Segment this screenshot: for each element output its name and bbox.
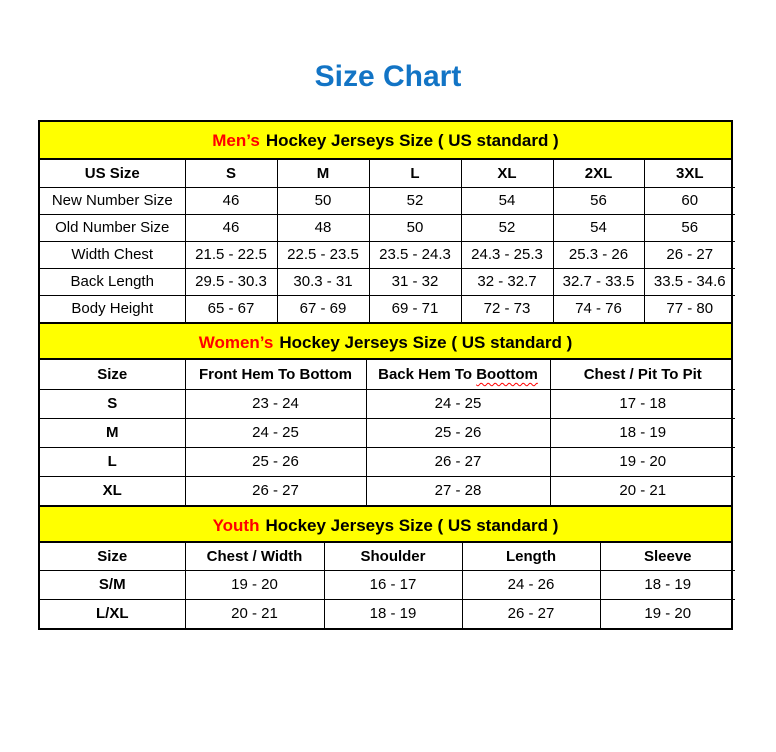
table-row <box>40 241 735 268</box>
cell: 26 - 27 <box>185 476 366 505</box>
cell: 18 - 19 <box>600 570 735 599</box>
cell: 32 - 32.7 <box>461 268 553 295</box>
cell: 50 <box>277 187 369 214</box>
cell: 20 - 21 <box>550 476 735 505</box>
column-header: Size <box>40 360 185 389</box>
cell: 20 - 21 <box>185 599 324 628</box>
cell: 24 - 26 <box>462 570 600 599</box>
womens-title-text: Hockey Jerseys Size ( US standard ) <box>279 333 573 352</box>
cell: 54 <box>461 187 553 214</box>
table-row <box>40 570 735 599</box>
table-row <box>40 599 735 628</box>
cell: 23 - 24 <box>185 389 366 418</box>
mens-section-title <box>40 122 731 160</box>
column-header: 3XL <box>644 160 735 187</box>
cell: 29.5 - 30.3 <box>185 268 277 295</box>
table-row <box>40 268 735 295</box>
youth-section <box>40 505 731 628</box>
cell: 25 - 26 <box>366 418 550 447</box>
mens-section <box>40 122 731 322</box>
cell: 22.5 - 23.5 <box>277 241 369 268</box>
womens-section <box>40 322 731 505</box>
mens-table <box>40 160 735 322</box>
youth-title-highlight: Youth <box>212 516 260 535</box>
cell: 52 <box>369 187 461 214</box>
column-header <box>366 360 550 389</box>
youth-title-text: Hockey Jerseys Size ( US standard ) <box>265 516 559 535</box>
womens-title-highlight: Women’s <box>198 333 274 352</box>
table-row <box>40 418 735 447</box>
row-label: S <box>40 389 185 418</box>
row-label: L/XL <box>40 599 185 628</box>
table-row <box>40 447 735 476</box>
row-label: Body Height <box>40 295 185 322</box>
row-label: Width Chest <box>40 241 185 268</box>
cell: 46 <box>185 214 277 241</box>
cell: 25 - 26 <box>185 447 366 476</box>
cell: 56 <box>553 187 644 214</box>
cell: 52 <box>461 214 553 241</box>
table-row <box>40 389 735 418</box>
cell: 26 - 27 <box>644 241 735 268</box>
column-header: US Size <box>40 160 185 187</box>
cell: 60 <box>644 187 735 214</box>
cell: 19 - 20 <box>550 447 735 476</box>
cell: 26 - 27 <box>366 447 550 476</box>
column-header-row <box>40 543 735 570</box>
column-header: XL <box>461 160 553 187</box>
size-chart <box>38 120 733 630</box>
cell: 17 - 18 <box>550 389 735 418</box>
table-row <box>40 295 735 322</box>
column-header: Front Hem To Bottom <box>185 360 366 389</box>
column-header: M <box>277 160 369 187</box>
mens-title-text: Hockey Jerseys Size ( US standard ) <box>265 131 559 150</box>
cell: 50 <box>369 214 461 241</box>
cell: 26 - 27 <box>462 599 600 628</box>
row-label: S/M <box>40 570 185 599</box>
row-label: XL <box>40 476 185 505</box>
column-header: Size <box>40 543 185 570</box>
mens-title-highlight: Men’s <box>212 131 260 150</box>
youth-table <box>40 543 735 628</box>
cell: 48 <box>277 214 369 241</box>
row-label: Old Number Size <box>40 214 185 241</box>
misspelled-word-underline: Boottom <box>476 365 538 383</box>
cell: 72 - 73 <box>461 295 553 322</box>
column-header: 2XL <box>553 160 644 187</box>
cell: 16 - 17 <box>324 570 462 599</box>
cell: 30.3 - 31 <box>277 268 369 295</box>
cell: 54 <box>553 214 644 241</box>
column-header: Chest / Pit To Pit <box>550 360 735 389</box>
column-header: Chest / Width <box>185 543 324 570</box>
cell: 74 - 76 <box>553 295 644 322</box>
column-header: Length <box>462 543 600 570</box>
cell: 21.5 - 22.5 <box>185 241 277 268</box>
cell: 46 <box>185 187 277 214</box>
cell: 27 - 28 <box>366 476 550 505</box>
womens-table <box>40 360 735 505</box>
cell: 56 <box>644 214 735 241</box>
cell: 18 - 19 <box>324 599 462 628</box>
cell: 67 - 69 <box>277 295 369 322</box>
column-header: Sleeve <box>600 543 735 570</box>
cell: 19 - 20 <box>185 570 324 599</box>
cell: 24.3 - 25.3 <box>461 241 553 268</box>
cell: 32.7 - 33.5 <box>553 268 644 295</box>
cell: 77 - 80 <box>644 295 735 322</box>
page-title: Size Chart <box>314 60 462 93</box>
column-header-row <box>40 360 735 389</box>
womens-section-title <box>40 322 731 360</box>
table-row <box>40 476 735 505</box>
row-label: L <box>40 447 185 476</box>
page <box>0 60 776 752</box>
youth-section-title <box>40 505 731 543</box>
cell: 19 - 20 <box>600 599 735 628</box>
column-header: S <box>185 160 277 187</box>
table-row <box>40 187 735 214</box>
cell: 18 - 19 <box>550 418 735 447</box>
cell: 25.3 - 26 <box>553 241 644 268</box>
row-label: New Number Size <box>40 187 185 214</box>
column-header: L <box>369 160 461 187</box>
cell: 24 - 25 <box>185 418 366 447</box>
row-label: Back Length <box>40 268 185 295</box>
cell: 69 - 71 <box>369 295 461 322</box>
cell: 33.5 - 34.6 <box>644 268 735 295</box>
row-label: M <box>40 418 185 447</box>
column-header-text: Back Hem To <box>378 365 477 383</box>
cell: 24 - 25 <box>366 389 550 418</box>
cell: 23.5 - 24.3 <box>369 241 461 268</box>
table-row <box>40 214 735 241</box>
cell: 65 - 67 <box>185 295 277 322</box>
column-header-row <box>40 160 735 187</box>
column-header: Shoulder <box>324 543 462 570</box>
cell: 31 - 32 <box>369 268 461 295</box>
